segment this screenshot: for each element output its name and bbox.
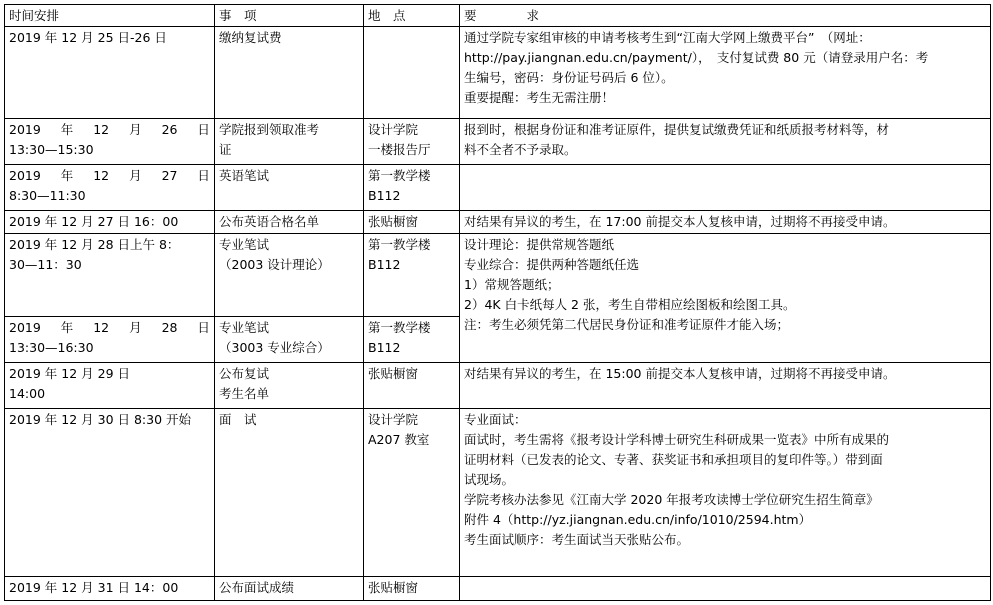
requirement-cell: 对结果有异议的考生，在 15:00 前提交本人复核申请，过期将不再接受申请。 xyxy=(460,363,991,409)
place-cell: 第一教学楼 B112 xyxy=(364,317,460,363)
item-cell: 专业笔试 （3003 专业综合） xyxy=(215,317,364,363)
place-cell xyxy=(364,27,460,119)
schedule-table xyxy=(4,4,991,601)
time-cell: 2019 年 12 月 27 日 16：00 xyxy=(5,211,215,234)
requirement-cell: 专业面试： 面试时，考生需将《报考设计学科博士研究生科研成果一览表》中所有成果的 证明材料（已发表的论文、专著、获奖证书和承担项目的复印件等。）带到面 试现场。 学院考核办法参见《江南大学 2020 年报考攻读博士学位研究生招生简章》 附件 4（http://yz.jiangnan.edu.cn/info/1010/2594.htm） 考生面试顺序：考生面试当天张贴公布。 xyxy=(460,409,991,577)
table-row xyxy=(5,119,991,165)
time-cell: 2019 年 12 月 29 日 14:00 xyxy=(5,363,215,409)
requirement-cell xyxy=(460,165,991,211)
time-cell: 2019 年 12 月 26 日 13:30—15:30 xyxy=(5,119,215,165)
item-cell: 公布英语合格名单 xyxy=(215,211,364,234)
header-row xyxy=(5,5,991,27)
time-cell: 2019 年 12 月 28 日 13:30—16:30 xyxy=(5,317,215,363)
item-cell: 学院报到领取准考 证 xyxy=(215,119,364,165)
item-cell: 公布面试成绩 xyxy=(215,577,364,601)
item-cell: 专业笔试 （2003 设计理论） xyxy=(215,234,364,317)
table-row xyxy=(5,363,991,409)
item-cell: 公布复试 考生名单 xyxy=(215,363,364,409)
requirement-cell: 设计理论：提供常规答题纸 专业综合：提供两种答题纸任选 1）常规答题纸； 2）4K 白卡纸每人 2 张，考生自带相应绘图板和绘图工具。 注：考生必须凭第二代居民身份证和准考证原件才能入场； xyxy=(460,234,991,363)
header-place: 地 点 xyxy=(364,5,460,27)
requirement-cell: 通过学院专家组审核的申请考核考生到“江南大学网上缴费平台” （网址： http://pay.jiangnan.edu.cn/payment/）， 支付复试费 80 元（请登录用户名：考 生编号，密码：身份证号码后 6 位）。 重要提醒：考生无需注册！ xyxy=(460,27,991,119)
place-cell: 张贴橱窗 xyxy=(364,211,460,234)
time-cell: 2019 年 12 月 31 日 14：00 xyxy=(5,577,215,601)
header-time: 时间安排 xyxy=(5,5,215,27)
table-row xyxy=(5,211,991,234)
item-cell: 英语笔试 xyxy=(215,165,364,211)
place-cell: 张贴橱窗 xyxy=(364,577,460,601)
place-cell: 设计学院 A207 教室 xyxy=(364,409,460,577)
place-cell: 张贴橱窗 xyxy=(364,363,460,409)
place-cell: 第一教学楼 B112 xyxy=(364,165,460,211)
requirement-cell: 对结果有异议的考生，在 17:00 前提交本人复核申请，过期将不再接受申请。 xyxy=(460,211,991,234)
header-item: 事 项 xyxy=(215,5,364,27)
table-row xyxy=(5,577,991,601)
time-cell: 2019 年 12 月 27 日 8:30—11:30 xyxy=(5,165,215,211)
item-cell: 面 试 xyxy=(215,409,364,577)
regulations-link-text: 附件 4（http://yz.jiangnan.edu.cn/info/1010/2594.htm） xyxy=(464,512,812,527)
place-cell: 第一教学楼 B112 xyxy=(364,234,460,317)
table-row xyxy=(5,234,991,317)
time-cell: 2019 年 12 月 30 日 8:30 开始 xyxy=(5,409,215,577)
header-requirements: 要 求 xyxy=(460,5,991,27)
table-row xyxy=(5,27,991,119)
time-cell: 2019 年 12 月 25 日-26 日 xyxy=(5,27,215,119)
table-row xyxy=(5,165,991,211)
table-row xyxy=(5,409,991,577)
time-cell: 2019 年 12 月 28 日上午 8： 30—11：30 xyxy=(5,234,215,317)
payment-url-text: http://pay.jiangnan.edu.cn/payment/）， 支付复试费 80 元（请登录用户名：考 xyxy=(464,50,929,65)
requirement-cell: 报到时，根据身份证和准考证原件，提供复试缴费凭证和纸质报考材料等，材 料不全者不予录取。 xyxy=(460,119,991,165)
place-cell: 设计学院 一楼报告厅 xyxy=(364,119,460,165)
item-cell: 缴纳复试费 xyxy=(215,27,364,119)
requirement-cell xyxy=(460,577,991,601)
